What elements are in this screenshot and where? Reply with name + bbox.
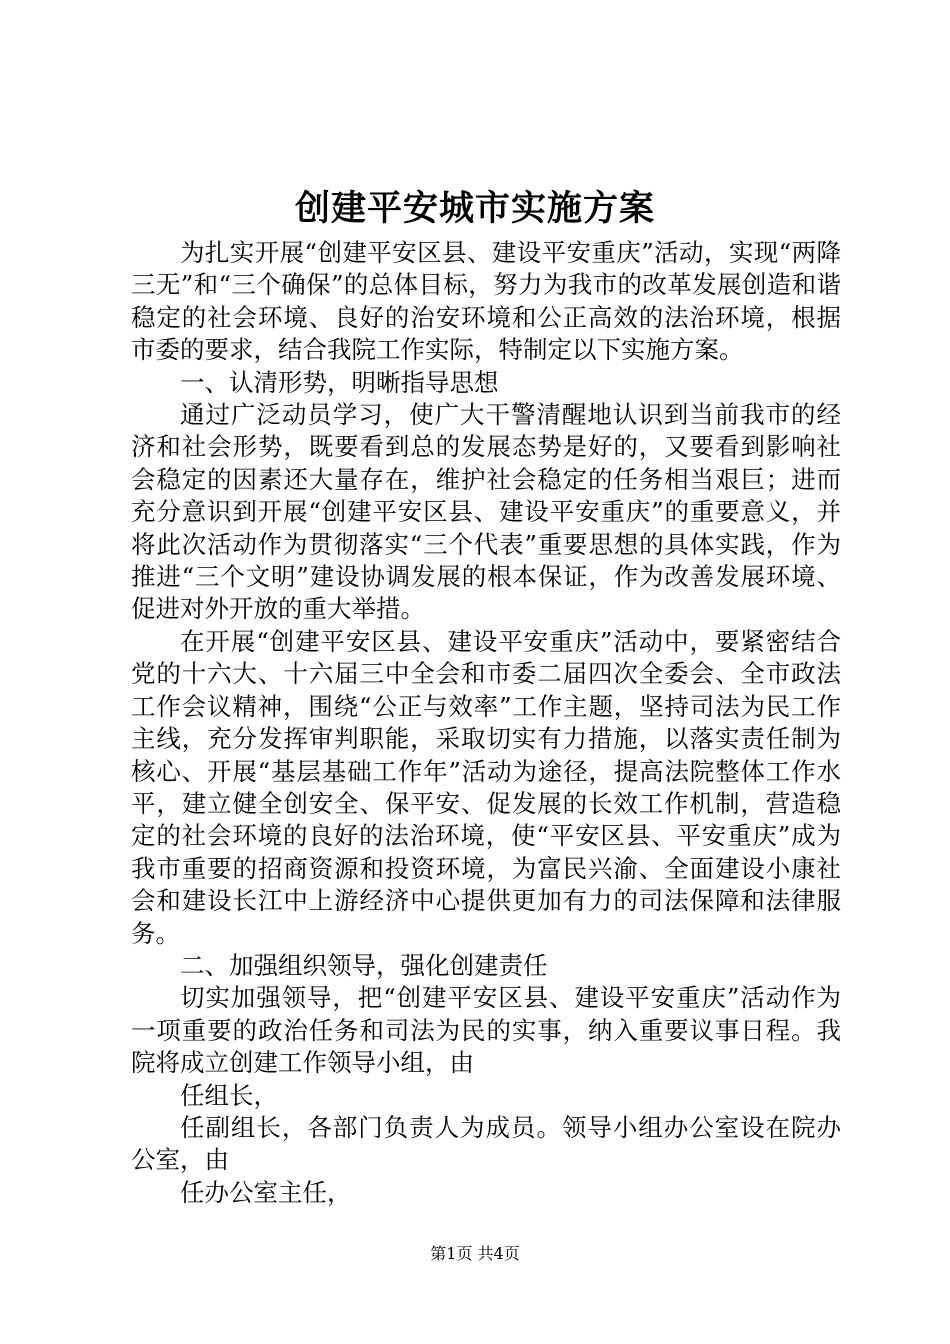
paragraph-leader: 任组长， [180, 1080, 278, 1110]
document-body [131, 237, 841, 1209]
section-heading-2: 二、加强组织领导，强化创建责任 [180, 950, 548, 980]
paragraph-3: 切实加强领导，把“创建平安区县、建设平安重庆”活动作为一项重要的政治任务和司法为民的实事，纳入重要议事日程。我院将成立创建工作领导小组，由 [131, 983, 841, 1078]
paragraph-intro: 为扎实开展“创建平安区县、建设平安重庆”活动，实现“两降三无”和“三个确保”的总体目标，努力为我市的改革发展创造和谐稳定的社会环境、良好的治安环境和公正高效的法治环境，根据市委的要求，结合我院工作实际，特制定以下实施方案。 [131, 238, 841, 365]
page-number-footer: 第1页 共4页 [430, 1244, 520, 1263]
paragraph-deputy: 任副组长，各部门负责人为成员。领导小组办公室设在院办公室，由 [131, 1112, 841, 1175]
paragraph-2: 在开展“创建平安区县、建设平安重庆”活动中，要紧密结合党的十六大、十六届三中全会和市委二届四次全委会、全市政法工作会议精神，围绕“公正与效率”工作主题，坚持司法为民工作主线，充分发挥审判职能，采取切实有力措施，以落实责任制为核心、开展“基层基础工作年”活动为途径，提高法院整体工作水平，建立健全创安全、保平安、促发展的长效工作机制，营造稳定的社会环境的良好的法治环境，使“平安区县、平安重庆”成为我市重要的招商资源和投资环境，为富民兴渝、全面建设小康社会和建设长江中上游经济中心提供更加有力的司法保障和法律服务。 [131, 626, 841, 948]
paragraph-office-director: 任办公室主任， [180, 1177, 352, 1207]
paragraph-1: 通过广泛动员学习，使广大干警清醒地认识到当前我市的经济和社会形势，既要看到总的发展态势是好的，又要看到影响社会稳定的因素还大量存在，维护社会稳定的任务相当艰巨；进而充分意识到开展“创建平安区县、建设平安重庆”的重要意义，并将此次活动作为贯彻落实“三个代表”重要思想的具体实践，作为推进“三个文明”建设协调发展的根本保证，作为改善发展环境、促进对外开放的重大举措。 [131, 400, 841, 624]
section-heading-1: 一、认清形势，明晰指导思想 [180, 367, 499, 397]
document-title: 创建平安城市实施方案 [294, 188, 655, 229]
